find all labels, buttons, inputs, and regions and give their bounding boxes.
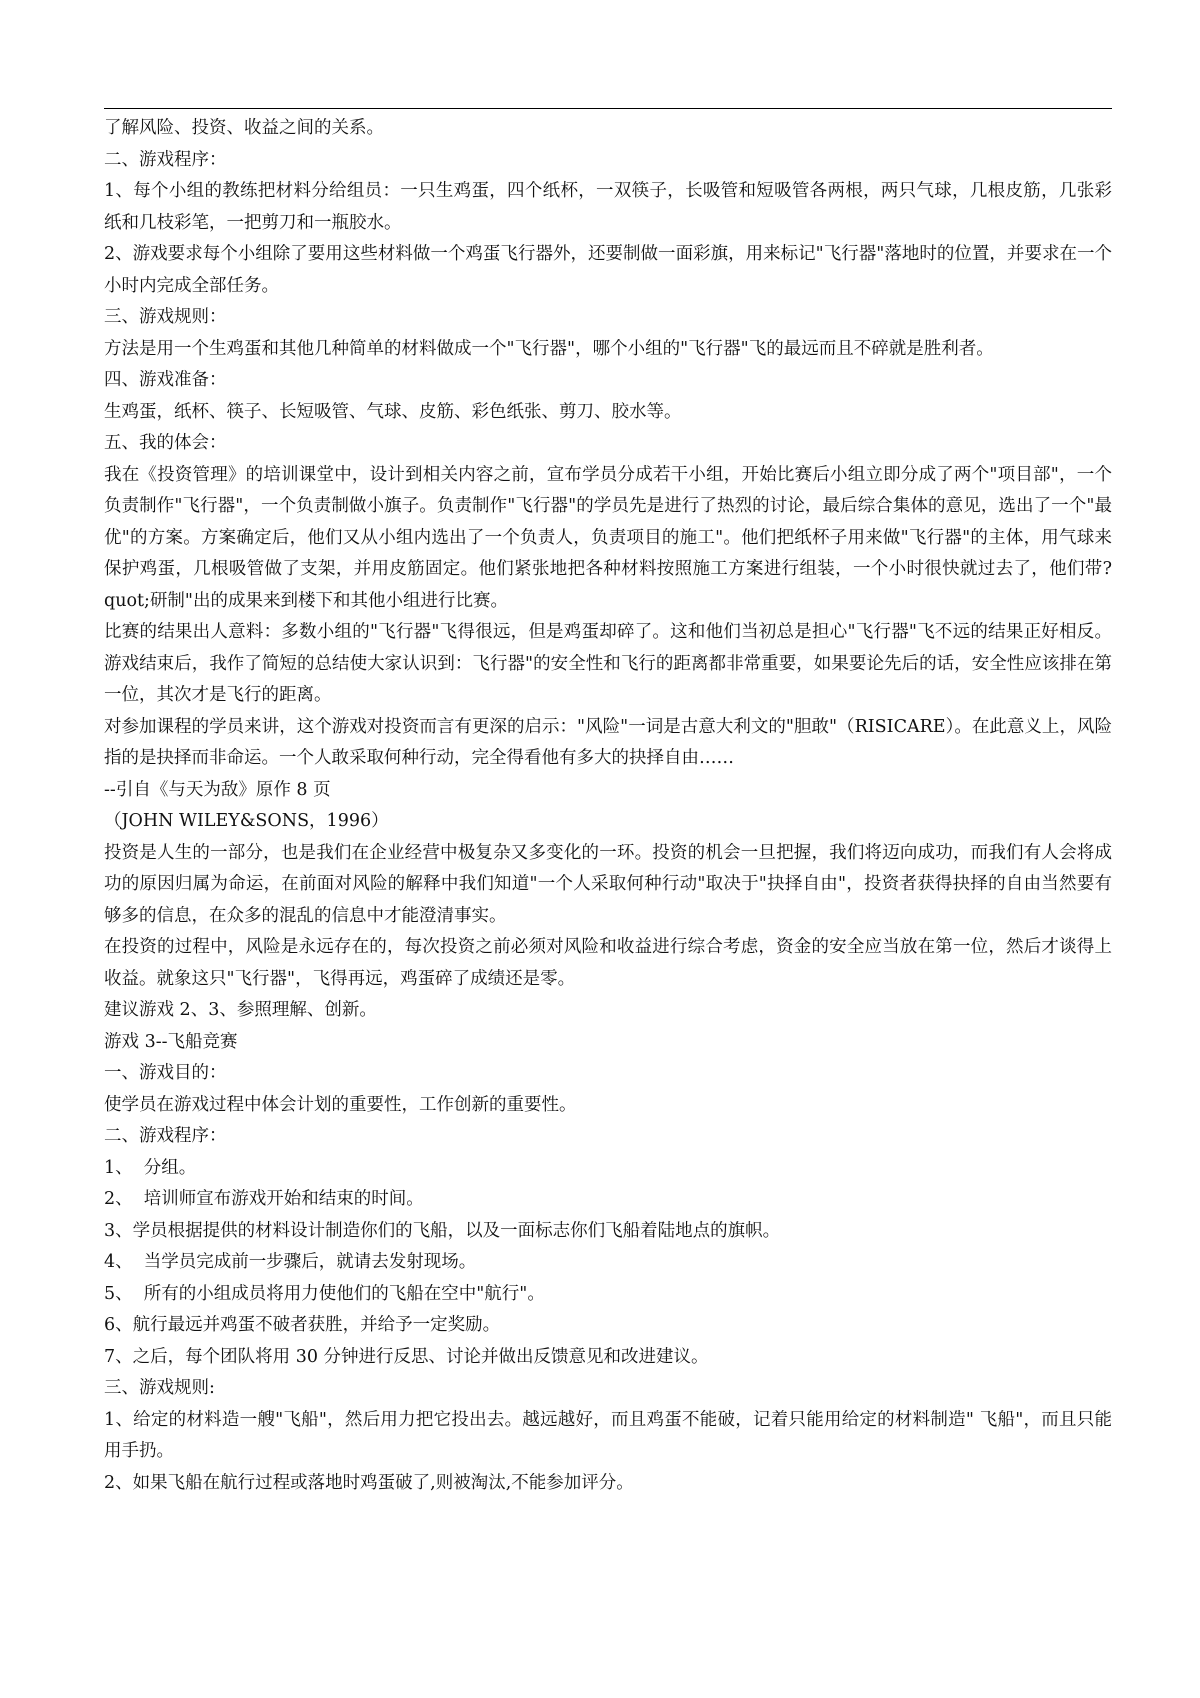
section-heading: 二、游戏程序： [104, 1126, 227, 1146]
paragraph: 对参加课程的学员来讲，这个游戏对投资而言有更深的启示："风险"一词是古意大利文的"胆敢"（RISICARE）。在此意义上，风险指的是抉择而非命运。一个人敢采取何种行动，完全得看他有多大的抉择自由…… [104, 716, 1112, 768]
paragraph: 在投资的过程中，风险是永远存在的，每次投资之前必须对风险和收益进行综合考虑，资金的安全应当放在第一位，然后才谈得上收益。就象这只"飞行器"，飞得再远，鸡蛋碎了成绩还是零。 [104, 937, 1112, 989]
list-item: 6、航行最远并鸡蛋不破者获胜，并给予一定奖励。 [104, 1315, 501, 1335]
document-page [104, 108, 1112, 1499]
list-item: 1、给定的材料造一艘"飞船"，然后用力把它投出去。越远越好，而且鸡蛋不能破，记着只能用给定的材料制造" 飞船"，而且只能用手扔。 [104, 1409, 1112, 1461]
paragraph: 了解风险、投资、收益之间的关系。 [104, 118, 384, 138]
list-item: 1、 分组。 [104, 1157, 197, 1178]
list-item: 3、学员根据提供的材料设计制造你们的飞船，以及一面标志你们飞船着陆地点的旗帜。 [104, 1220, 781, 1241]
section-heading: 三、游戏规则： [104, 307, 227, 327]
section-heading: 一、游戏目的： [104, 1063, 227, 1083]
paragraph: 1、每个小组的教练把材料分给组员：一只生鸡蛋，四个纸杯，一双筷子，长吸管和短吸管各两根，两只气球，几根皮筋，几张彩纸和几枝彩笔，一把剪刀和一瓶胶水。 [104, 181, 1112, 233]
section-heading: 五、我的体会： [104, 433, 227, 453]
paragraph: 建议游戏 2、3、参照理解、创新。 [104, 1000, 377, 1020]
paragraph: 投资是人生的一部分，也是我们在企业经营中极复杂又多变化的一环。投资的机会一旦把握，我们将迈向成功，而我们有人会将成功的原因归属为命运，在前面对风险的解释中我们知道"一个人采取何种行动"取决于"抉择自由"，投资者获得抉择的自由当然要有够多的信息，在众多的混乱的信息中才能澄清事实。 [104, 842, 1112, 926]
paragraph: 生鸡蛋，纸杯、筷子、长短吸管、气球、皮筋、彩色纸张、剪刀、胶水等。 [104, 401, 682, 422]
list-item: 4、 当学员完成前一步骤后，就请去发射现场。 [104, 1252, 477, 1272]
paragraph: 比赛的结果出人意料：多数小组的"飞行器"飞得很远，但是鸡蛋却碎了。这和他们当初总是担心"飞行器"飞不远的结果正好相反。游戏结束后，我作了简短的总结使大家认识到：飞行器"的安全性和飞行的距离都非常重要，如果要论先后的话，安全性应该排在第一位，其次才是飞行的距离。 [104, 622, 1112, 705]
citation: （JOHN WILEY&SONS，1996） [104, 811, 389, 831]
citation: --引自《与天为敌》原作 8 页 [104, 779, 331, 800]
list-item: 2、 培训师宣布游戏开始和结束的时间。 [104, 1189, 424, 1209]
paragraph: 方法是用一个生鸡蛋和其他几种简单的材料做成一个"飞行器"，哪个小组的"飞行器"飞的最远而且不碎就是胜利者。 [104, 338, 994, 359]
paragraph: 使学员在游戏过程中体会计划的重要性，工作创新的重要性。 [104, 1094, 577, 1115]
list-item: 5、 所有的小组成员将用力使他们的飞船在空中"航行"。 [104, 1283, 545, 1304]
game-title: 游戏 3--飞船竞赛 [104, 1031, 238, 1052]
paragraph: 2、游戏要求每个小组除了要用这些材料做一个鸡蛋飞行器外，还要制做一面彩旗，用来标记"飞行器"落地时的位置，并要求在一个小时内完成全部任务。 [104, 244, 1112, 296]
section-heading: 四、游戏准备： [104, 370, 227, 390]
list-item: 2、如果飞船在航行过程或落地时鸡蛋破了,则被淘汰,不能参加评分。 [104, 1472, 634, 1493]
section-heading: 二、游戏程序： [104, 149, 227, 170]
section-heading: 三、游戏规则: [104, 1378, 215, 1398]
list-item: 7、之后，每个团队将用 30 分钟进行反思、讨论并做出反馈意见和改进建议。 [104, 1346, 709, 1367]
paragraph: 我在《投资管理》的培训课堂中，设计到相关内容之前，宣布学员分成若干小组，开始比赛后小组立即分成了两个"项目部"，一个负责制作"飞行器"，一个负责制做小旗子。负责制作"飞行器"的学员先是进行了热烈的讨论，最后综合集体的意见，选出了一个"最优"的方案。方案确定后，他们又从小组内选出了一个负责人，负责项目的施工"。他们把纸杯子用来做"飞行器"的主体，用气球来保护鸡蛋，几根吸管做了支架，并用皮筋固定。他们紧张地把各种材料按照施工方案进行组装，一个小时很快就过去了，他们带?quot;研制"出的成果来到楼下和其他小组进行比赛。 [104, 464, 1112, 611]
